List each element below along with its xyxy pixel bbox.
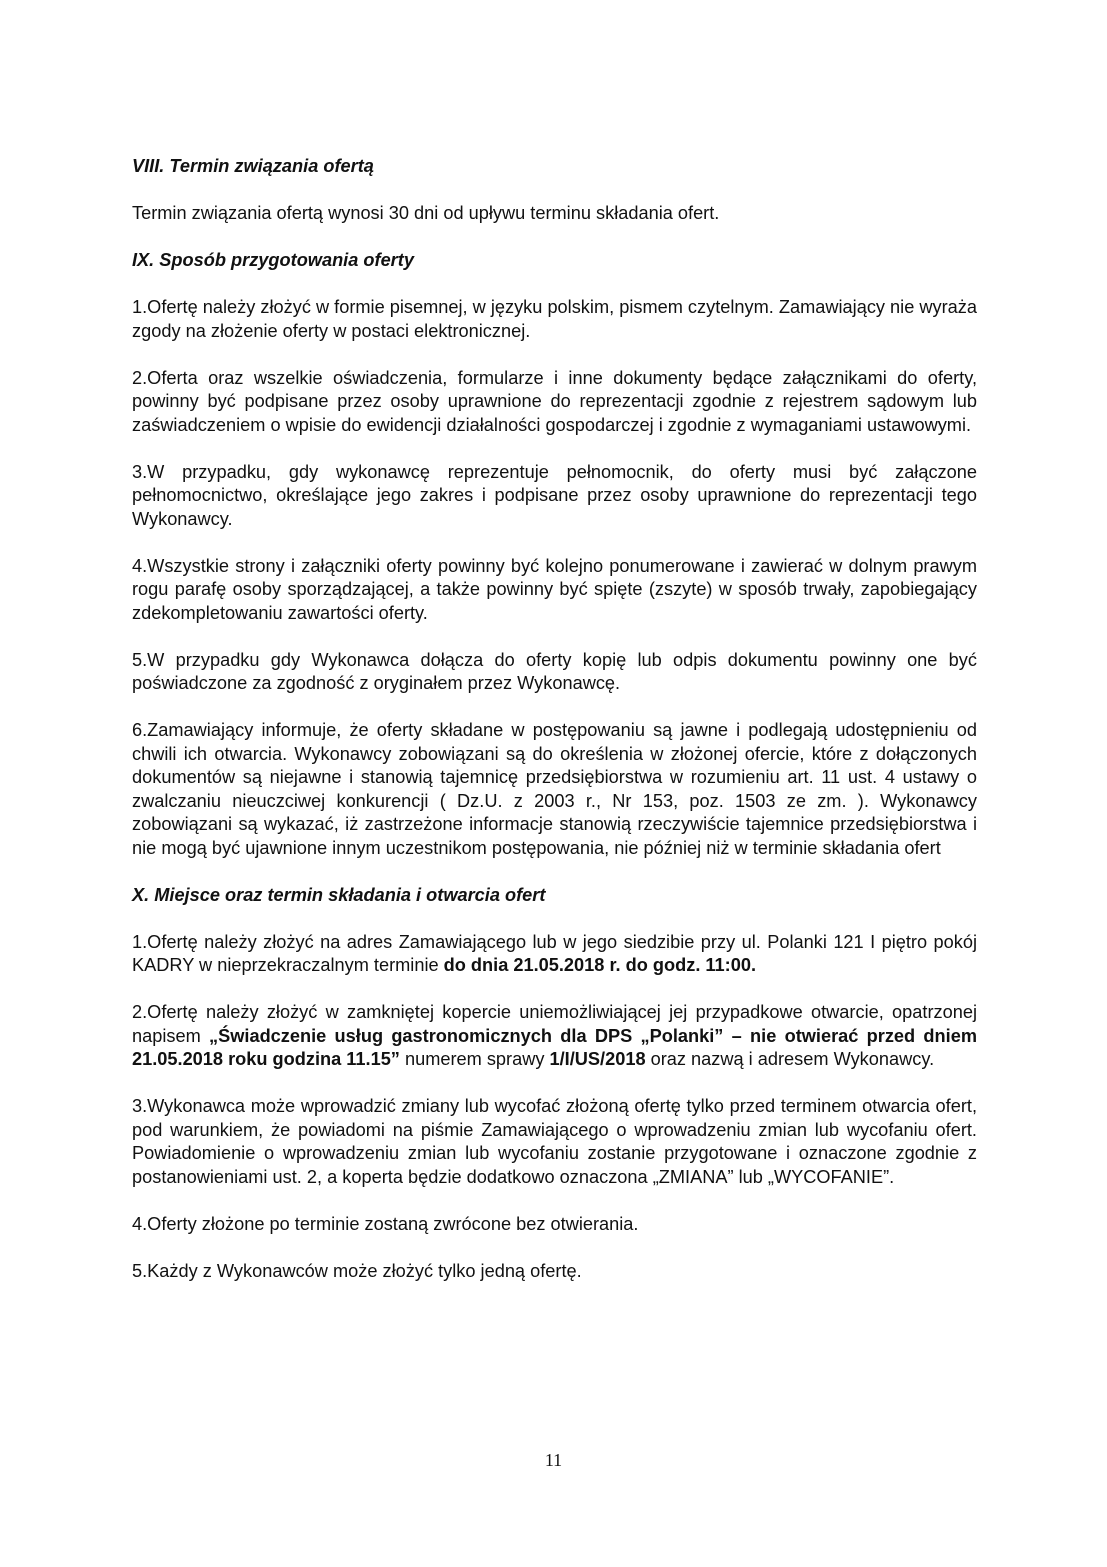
paragraph-ix-6: 6.Zamawiający informuje, że oferty składane w postępowaniu są jawne i podlegają udostępnieniu od chwili ich otwarcia. Wykonawcy zobowiązani są do określenia w złożonej ofercie, które z dołączonych dokumentów są niejawne i stanowią tajemnicę przedsiębiorstwa w rozumieniu art. 11 ust. 4 ustawy o zwalczaniu nieuczciwej konkurencji ( Dz.U. z 2003 r., Nr 153, poz. 1503 ze zm. ). Wykonawcy zobowiązani są wykazać, iż zastrzeżone informacje stanowią rzeczywiście tajemnice przedsiębiorstwa i nie mogą być ujawnione innym uczestnikom postępowania, nie później niż w terminie składania ofert xyxy=(132,720,977,858)
paragraph-ix-1: 1.Ofertę należy złożyć w formie pisemnej, w języku polskim, pismem czytelnym. Zamawiający nie wyraża zgody na złożenie oferty w postaci elektronicznej. xyxy=(132,297,977,341)
paragraph-x-2-text-2: numerem sprawy xyxy=(399,1049,550,1069)
page-number: 11 xyxy=(544,1450,563,1470)
section-heading-x: X. Miejsce oraz termin składania i otwarcia ofert xyxy=(132,884,546,905)
paragraph-ix-5: 5.W przypadku gdy Wykonawca dołącza do oferty kopię lub odpis dokumentu powinny one być poświadczone za zgodność z oryginałem przez Wykonawcę. xyxy=(132,649,977,693)
paragraph-x-2-envelope-label: „Świadczenie usług gastronomicznych dla DPS „Polanki” – nie otwierać przed dniem 21.05.2018 roku godzina 11.15” xyxy=(132,1025,977,1069)
paragraph-x-1-text: 1.Ofertę należy złożyć na adres Zamawiającego lub w jego siedzibie przy ul. Polanki 121 I piętro pokój KADRY w nieprzekraczalnym terminie xyxy=(132,931,977,975)
paragraph-offer-validity: Termin związania ofertą wynosi 30 dni od upływu terminu składania ofert. xyxy=(132,203,720,223)
paragraph-x-2-text-1: 2.Ofertę należy złożyć w zamkniętej kopercie uniemożliwiającej jej przypadkowe otwarcie, opatrzonej napisem xyxy=(132,1002,977,1046)
paragraph-x-5: 5.Każdy z Wykonawców może złożyć tylko jedną ofertę. xyxy=(132,1260,582,1281)
paragraph-x-2-text-3: oraz nazwą i adresem Wykonawcy. xyxy=(645,1049,935,1069)
paragraph-x-4: 4.Oferty złożone po terminie zostaną zwrócone bez otwierania. xyxy=(132,1213,639,1234)
paragraph-ix-2: 2.Oferta oraz wszelkie oświadczenia, formularze i inne dokumenty będące załącznikami do oferty, powinny być podpisane przez osoby uprawnione do reprezentacji zgodnie z rejestrem sądowym lub zaświadczeniem o wpisie do ewidencji działalności gospodarczej i zgodnie z wymaganiami ustawowymi. xyxy=(132,367,977,435)
paragraph-x-3: 3.Wykonawca może wprowadzić zmiany lub wycofać złożoną ofertę tylko przed terminem otwarcia ofert, pod warunkiem, że powiadomi na piśmie Zamawiającego o wprowadzeniu zmian lub wycofaniu ofert. Powiadomienie o wprowadzeniu zmian lub wycofaniu zostanie przygotowane i oznaczone zgodnie z postanowieniami ust. 2, a koperta będzie dodatkowo oznaczona „ZMIANA” lub „WYCOFANIE”. xyxy=(132,1096,977,1187)
paragraph-x-1-deadline: do dnia 21.05.2018 r. do godz. 11:00. xyxy=(443,955,756,975)
document-body xyxy=(132,155,977,1307)
paragraph-ix-3: 3.W przypadku, gdy wykonawcę reprezentuje pełnomocnik, do oferty musi być załączone pełnomocnictwo, określające jego zakres i podpisane przez osoby uprawnione do reprezentacji tego Wykonawcy. xyxy=(132,461,977,529)
paragraph-ix-4: 4.Wszystkie strony i załączniki oferty powinny być kolejno ponumerowane i zawierać w dolnym prawym rogu parafę osoby sporządzającej, a także powinny być spięte (zszyte) w sposób trwały, zapobiegający zdekompletowaniu zawartości oferty. xyxy=(132,555,977,623)
section-heading-ix: IX. Sposób przygotowania oferty xyxy=(132,250,414,270)
paragraph-x-1 xyxy=(132,931,977,978)
paragraph-x-2-case-number: 1/I/US/2018 xyxy=(549,1049,646,1069)
paragraph-x-2 xyxy=(132,1001,977,1072)
section-heading-viii: VIII. Termin związania ofertą xyxy=(132,156,374,176)
